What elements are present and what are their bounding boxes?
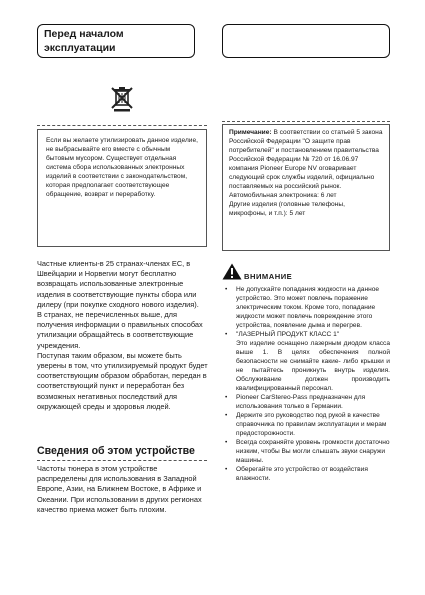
crossed-out-bin-icon: [110, 86, 134, 112]
section-heading: Сведения об этом устройстве: [37, 445, 195, 457]
warning-title: ВНИМАНИЕ: [244, 272, 293, 281]
recycling-paragraphs: [37, 259, 209, 412]
left-separator: [37, 125, 207, 126]
page-title: Перед началом эксплуатации: [37, 24, 195, 58]
recycling-para-3: Поступая таким образом, вы можете быть уверены в том, что утилизируемый продукт будет соответствующим образом обработан, передан в соответствующий пункт и переработан без возможных негативных последствий для окружающей среды и здоровья людей.: [37, 350, 208, 411]
note-car-electronics: Автомобильная электроника: 6 лет: [229, 192, 337, 199]
warning-bullet-5: • Всегда сохраняйте уровень громкости достаточно низким, чтобы Вы могли слышать звуки снаружи машины.: [222, 438, 390, 465]
warning-bullet-6: • Оберегайте это устройство от воздействия влажности.: [222, 465, 390, 483]
recycling-para-1: Частные клиенты-в 25 странах-членах ЕС, в Швейцарии и Норвегии могут бесплатно возвращать использованные электронные изделия в соответствующие пункты сбора или дилеру (при покупке сходного нового изделия).: [37, 259, 199, 309]
note-other-products: Другие изделия (головные телефоны, микрофоны, и т.п.): 5 лет: [229, 201, 345, 217]
warning-triangle-icon: [222, 263, 242, 280]
section-text: Частоты тюнера в этом устройстве распределены для использования в Западной Европе, Азии, на Ближнем Востоке, в Африке и Океании. При использовании в других регионах качество приема может быть плохим.: [37, 464, 202, 514]
note-paragraph: [229, 128, 383, 191]
warning-list: [222, 285, 390, 483]
note-text: В соответствии со статьей 5 закона Российской Федерации "О защите прав потребителей" и постановлением правительства Российской Федерации № 720 от 16.06.97 компания Pioneer Europe NV оговаривает следующий срок службы изделий, официально поставляемых на российский рынок.: [229, 129, 383, 190]
warning-bullet-2: • "ЛАЗЕРНЫЙ ПРОДУКТ КЛАСС 1": [222, 330, 390, 339]
warning-bullet-4: • Держите это руководство под рукой в качестве справочника по правилам эксплуатации и мерам предосторожности.: [222, 411, 390, 438]
recycling-para-2: В странах, не перечисленных выше, для получения информации о правильных способах утилизации обращайтесь в соответствующие учреждения.: [37, 310, 203, 350]
note-label: Примечание:: [229, 129, 272, 136]
right-separator: [222, 121, 390, 122]
recycling-info-box: [37, 129, 207, 247]
header-box-right: [222, 24, 390, 58]
laser-text: Это изделие оснащено лазерным диодом класса выше 1. В целях обеспечения полной безопасности не снимайте какие- либо крышки и не пытайтесь проникнуть внутрь изделия. Обслуживание должен производить квалифицированный персонал.: [236, 340, 390, 392]
section-heading-underline: [37, 460, 207, 461]
warning-bullet-3: • Pioneer CarStereo-Pass предназначен для использования только в Германии.: [222, 393, 390, 411]
note-box: [222, 124, 390, 251]
warning-bullet-1: • Не допускайте попадания жидкости на данное устройство. Это может повлечь поражение электрическим током. Кроме того, попадание жидкости может повлечь повреждение этого устройства, появление дыма и перегрев.: [222, 285, 390, 330]
recycling-box-text: Если вы желаете утилизировать данное изделие, не выбрасывайте его вместе с обычным бытовым мусором. Существует отдельная система сбора использованных электронных изделий в соответствии с законодательством, которая предполагает соответствующее обращение, возврат и переработку.: [46, 137, 198, 198]
